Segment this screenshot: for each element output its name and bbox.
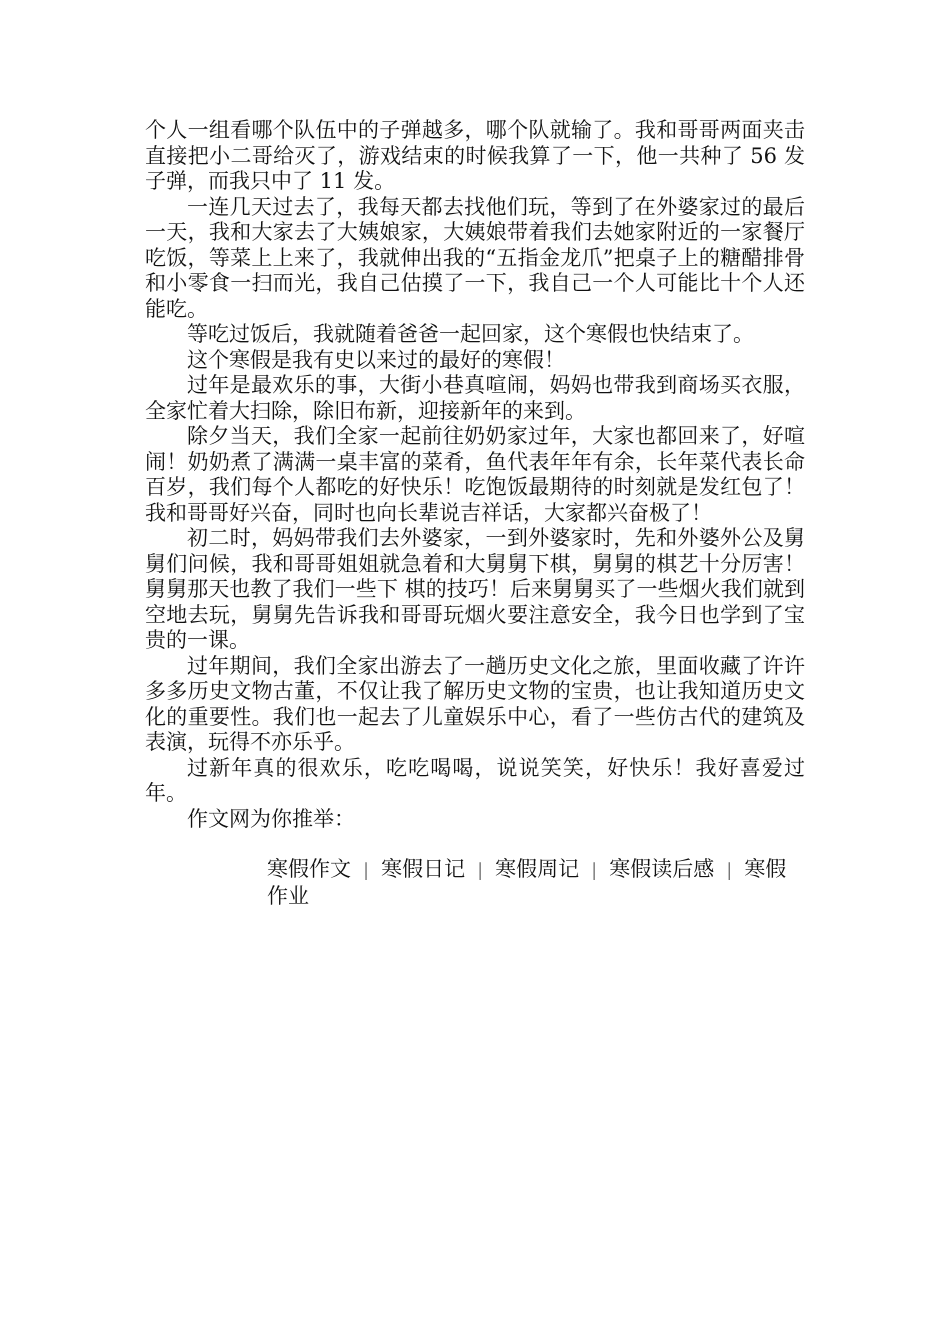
link-separator: |	[726, 860, 733, 881]
paragraph-second-day: 初二时，妈妈带我们去外婆家，一到外婆家时，先和外婆外公及舅舅们问候，我和哥哥姐姐就急着和大舅舅下棋，舅舅的棋艺十分厉害！舅舅那天也教了我们一些下 棋的技巧！后来舅舅买了一些烟火我们就到空地去玩，舅舅先告诉我和哥哥玩烟火要注意安全，我今日也学到了宝贵的一课。	[145, 526, 805, 652]
link-winter-diary[interactable]: 寒假日记	[381, 857, 466, 881]
paragraph-best-holiday: 这个寒假是我有史以来过的最好的寒假！	[187, 347, 565, 372]
document-page	[145, 118, 805, 909]
paragraph-new-years-eve: 除夕当天，我们全家一起前往奶奶家过年，大家也都回来了，好喧闹！奶奶煮了满满一桌丰富的菜肴，鱼代表年年有余，长年菜代表长命百岁，我们每个人都吃的好快乐！吃饱饭最期待的时刻就是发红包了！我和哥哥好兴奋，同时也向长辈说吉祥话，大家都兴奋极了！	[145, 424, 805, 525]
paragraph-conclusion: 过新年真的很欢乐，吃吃喝喝，说说笑笑，好快乐！我好喜爱过年。	[145, 755, 805, 805]
link-winter-homework[interactable]: 寒假作业	[267, 857, 787, 908]
paragraph-continuation: 个人一组看哪个队伍中的子弹越多，哪个队就输了。我和哥哥两面夹击直接把小二哥给灭了，游戏结束的时候我算了一下，他一共种了 56 发子弹，而我只中了 11 发。	[145, 118, 805, 193]
paragraph-history-trip: 过年期间，我们全家出游去了一趟历史文化之旅，里面收藏了许许多多历史文物古董，不仅让我了解历史文物的宝贵，也让我知道历史文化的重要性。我们也一起去了儿童娱乐中心，看了一些仿古代的建筑及表演，玩得不亦乐乎。	[145, 653, 805, 754]
link-separator: |	[591, 860, 598, 881]
link-winter-reading[interactable]: 寒假读后感	[609, 857, 715, 881]
link-separator: |	[477, 860, 484, 881]
paragraph-new-year: 过年是最欢乐的事，大街小巷真喧闹，妈妈也带我到商场买衣服，全家忙着大扫除，除旧布新，迎接新年的来到。	[145, 373, 805, 423]
paragraph-go-home: 等吃过饭后，我就随着爸爸一起回家，这个寒假也快结束了。	[187, 322, 754, 346]
spacer	[145, 832, 805, 857]
recommend-heading: 作文网为你推举：	[187, 806, 355, 831]
paragraph-last-day: 一连几天过去了，我每天都去找他们玩，等到了在外婆家过的最后一天，我和大家去了大姨娘家，大姨娘带着我们去她家附近的一家餐厅吃饭，等菜上上来了，我就伸出我的“五指金龙爪”把桌子上的糖醋排骨和小零食一扫而光，我自己估摸了一下，我自己一个人可能比十个人还能吃。	[145, 194, 805, 321]
link-winter-weekly[interactable]: 寒假周记	[495, 857, 580, 881]
recommend-links	[145, 857, 805, 909]
link-winter-essay[interactable]: 寒假作文	[267, 857, 351, 881]
link-separator: |	[363, 860, 370, 881]
